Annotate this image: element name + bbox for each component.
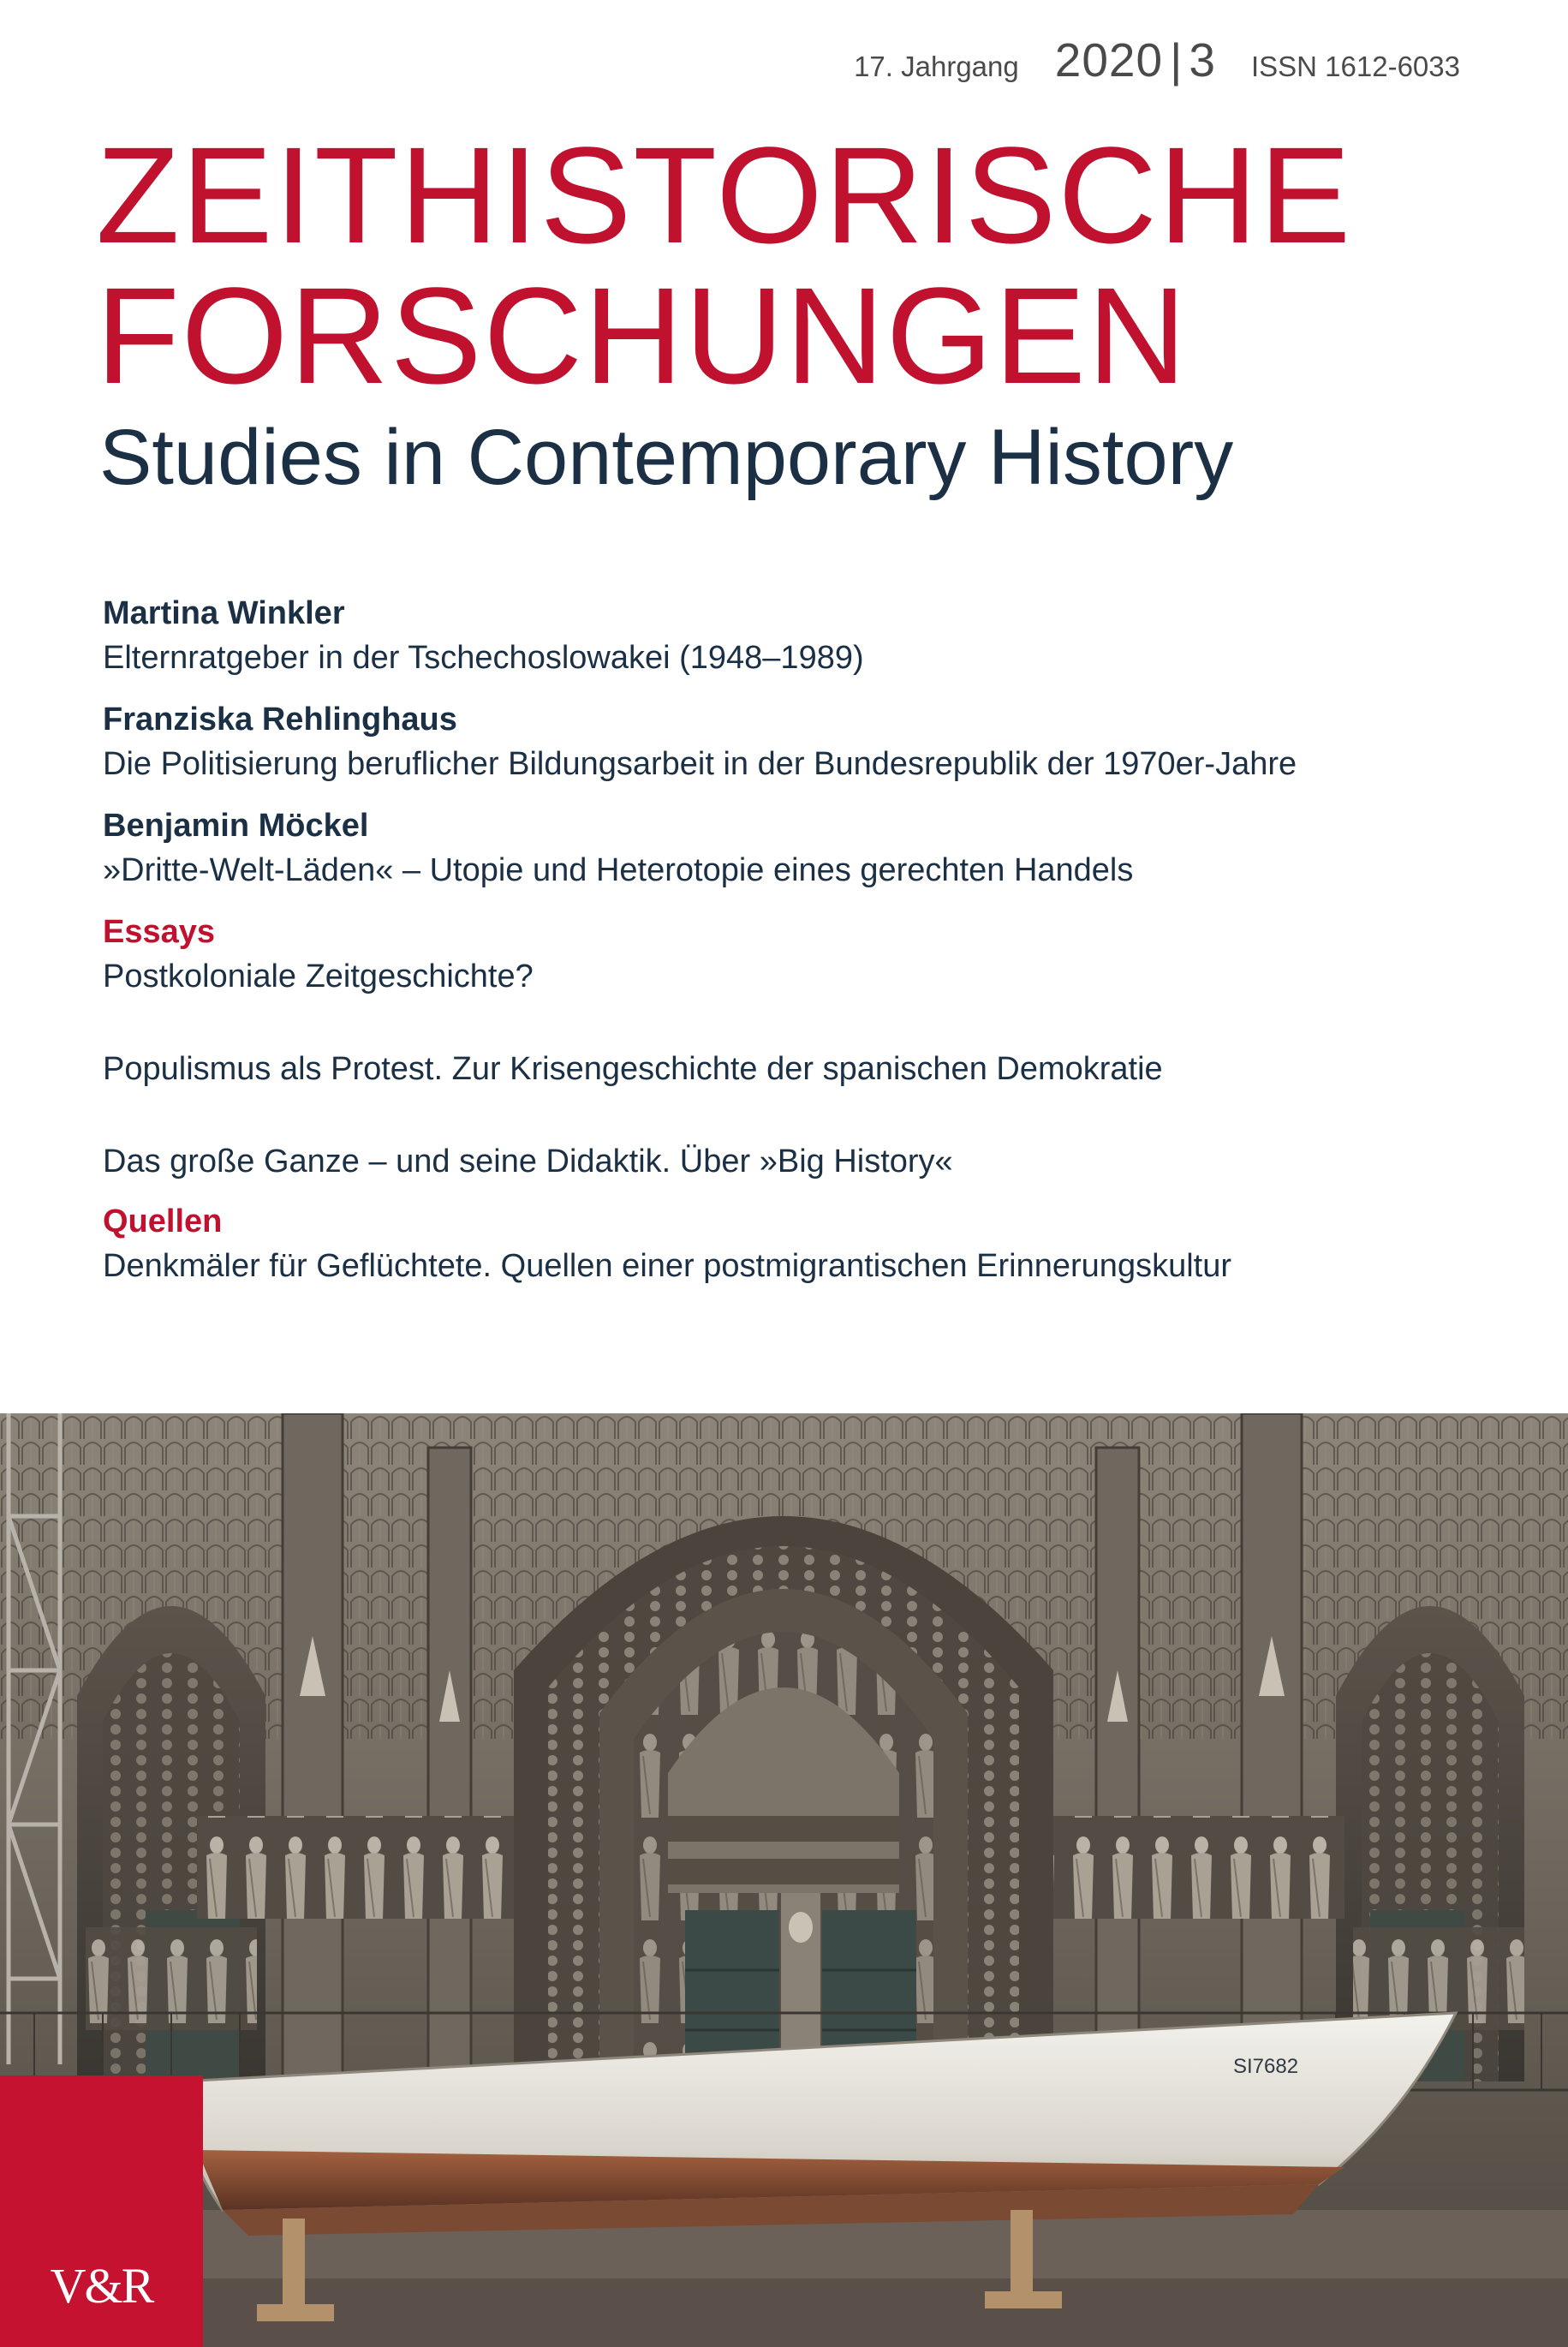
sources-section: [103, 1199, 1490, 1288]
sources-heading: Quellen: [103, 1203, 223, 1239]
article-title: Elternratgeber in der Tschechoslowakei (1948–1989): [103, 640, 864, 676]
hull-marking: SI7682: [1233, 2055, 1299, 2078]
cover-photo: [0, 1413, 1568, 2347]
source-title: Denkmäler für Geflüchtete. Quellen einer postmigrantischen Erinnerungskultur: [103, 1248, 1231, 1284]
journal-title-line2: FORSCHUNGEN: [96, 259, 1189, 412]
article-entry: [103, 697, 1490, 786]
publisher-logo: [0, 2075, 203, 2347]
article-entry: [103, 591, 1490, 680]
publisher-logo-text: V&R: [50, 2258, 153, 2314]
issue-year: 2020: [1054, 33, 1164, 87]
article-author: Benjamin Möckel: [103, 808, 369, 844]
article-title: Die Politisierung beruflicher Bildungsarbeit in der Bundesrepublik der 1970er-Jahre: [103, 746, 1297, 782]
cathedral-boat-illustration: [0, 1413, 1568, 2347]
table-of-contents: [103, 591, 1490, 1336]
essay-title: Populismus als Protest. Zur Krisengeschichte der spanischen Demokratie: [103, 1051, 1163, 1087]
issue-number: 3: [1189, 33, 1215, 87]
essay-title: Das große Ganze – und seine Didaktik. Über »Big History«: [103, 1144, 953, 1179]
volume-label: 17. Jahrgang: [854, 51, 1019, 82]
issue-separator: |: [1170, 33, 1183, 87]
issue-line: [854, 33, 1460, 87]
article-title: »Dritte-Welt-Läden« – Utopie und Heterotopie eines gerechten Handels: [103, 852, 1134, 888]
article-author: Franziska Rehlinghaus: [103, 702, 457, 738]
essays-section: [103, 910, 1490, 1184]
article-entry: [103, 803, 1490, 893]
essays-heading: Essays: [103, 914, 216, 950]
article-author: Martina Winkler: [103, 595, 345, 631]
journal-title-line1: ZEITHISTORISCHE: [96, 118, 1353, 272]
essay-title: Postkoloniale Zeitgeschichte?: [103, 959, 534, 994]
issn-label: ISSN 1612-6033: [1250, 51, 1460, 82]
journal-subtitle: Studies in Contemporary History: [99, 414, 1234, 501]
